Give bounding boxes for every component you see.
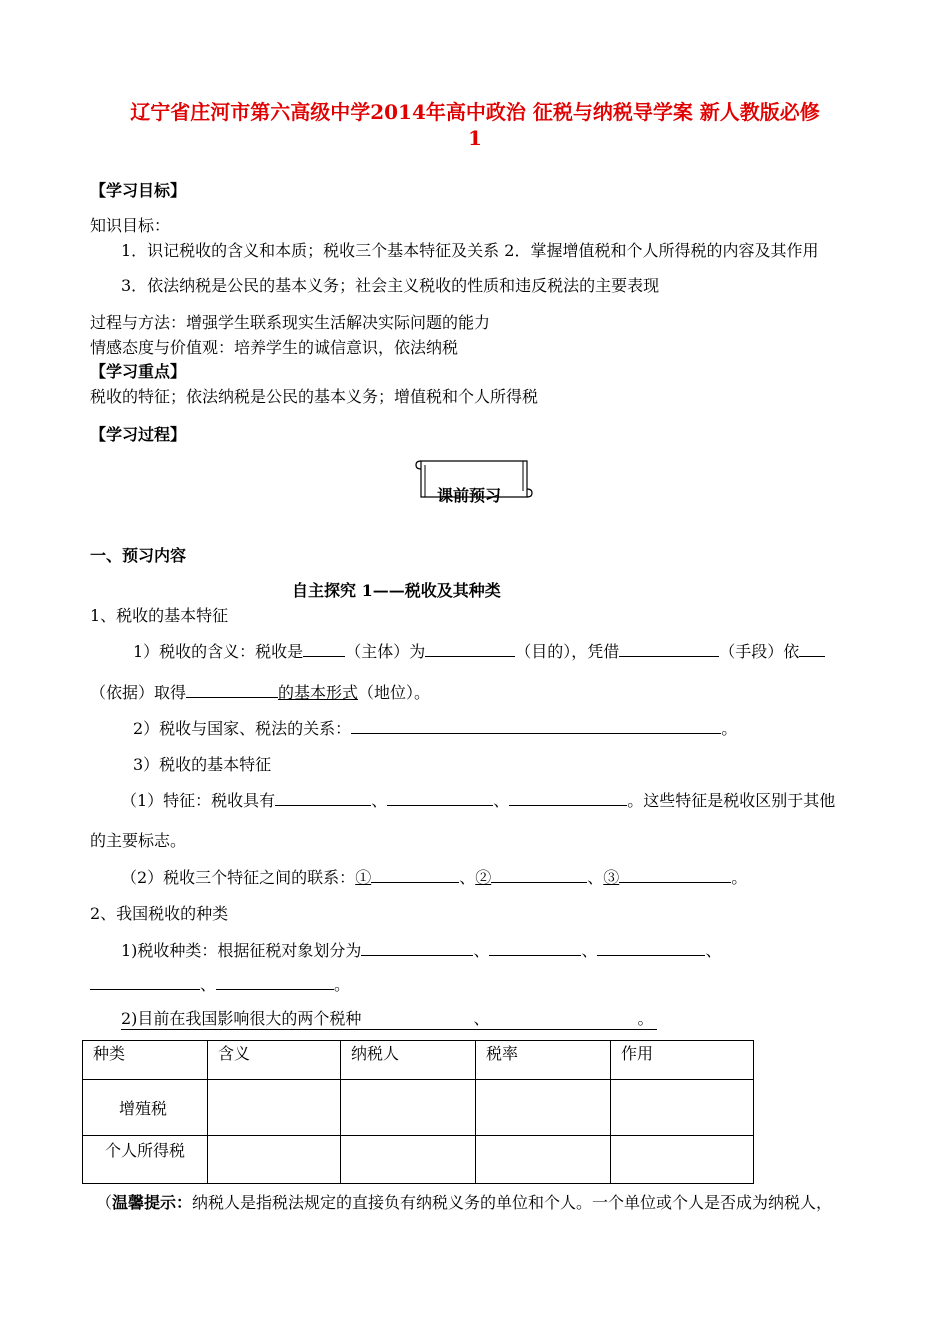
focus-heading: 【学习重点】	[90, 362, 187, 381]
page-title: 辽宁省庄河市第六高级中学2014年高中政治 征税与纳税导学案 新人教版必修	[130, 100, 820, 124]
t1-end: 。	[334, 975, 351, 994]
t1-sep-4: 、	[200, 975, 217, 994]
table-cell[interactable]	[208, 1080, 341, 1136]
blank-feature-3[interactable]	[509, 788, 627, 806]
t2-sep: 、	[473, 1009, 490, 1028]
tip-text: 纳税人是指税法规定的直接负有纳税义务的单位和个人。一个单位或个人是否成为纳税人，	[192, 1193, 833, 1212]
table-row-label: 个人所得税	[83, 1136, 208, 1184]
q3-2-text: （2）税收三个特征之间的联系：	[121, 868, 356, 887]
circle-2: ②	[475, 868, 492, 887]
tax-type-line	[121, 938, 721, 961]
q1-text-b: （主体）为	[345, 642, 426, 661]
question-3-1-line	[121, 788, 835, 811]
blank-relation[interactable]	[351, 716, 721, 734]
knowledge-goal-3: 3．依法纳税是公民的基本义务；社会主义税收的性质和违反税法的主要表现	[121, 276, 660, 295]
q2-end: 。	[721, 719, 738, 738]
q1-text-f: 的基本形式	[278, 683, 359, 702]
blank-link-3[interactable]	[619, 865, 731, 883]
blank-type-2[interactable]	[489, 938, 581, 956]
t1-sep-2: 、	[581, 941, 598, 960]
blank-feature-1[interactable]	[275, 788, 371, 806]
table-header-cell: 种类	[83, 1041, 208, 1080]
question-3-heading: 3）税收的基本特征	[133, 755, 272, 774]
knowledge-goal-1: 1．识记税收的含义和本质；税收三个基本特征及关系 2．掌握增值税和个人所得税的内容及其作用	[121, 241, 819, 260]
circle-3: ③	[603, 868, 620, 887]
item-2-heading: 2、我国税收的种类	[90, 904, 229, 923]
t2-end: 。	[637, 1009, 654, 1028]
knowledge-label: 知识目标：	[90, 216, 171, 235]
blank-link-1[interactable]	[371, 865, 459, 883]
q1-text-d: （手段）依	[719, 642, 800, 661]
q1-text-a: 1）税收的含义：税收是	[133, 642, 304, 661]
blank-feature-2[interactable]	[387, 788, 493, 806]
q1-text-e: （依据）取得	[90, 683, 187, 702]
blank-means[interactable]	[619, 639, 719, 657]
q3-2-sep-2: 、	[587, 868, 604, 887]
goals-heading: 【学习目标】	[90, 181, 187, 200]
q2-text: 2）税收与国家、税法的关系：	[133, 719, 352, 738]
question-2-line	[133, 716, 737, 739]
table-row	[83, 1136, 754, 1184]
blank-type-3[interactable]	[597, 938, 705, 956]
process-method-goal: 过程与方法：增强学生联系现实生活解决实际问题的能力	[90, 313, 491, 332]
banner-label: 课前预习	[437, 486, 502, 505]
table-header-cell: 税率	[476, 1041, 611, 1080]
blank-purpose[interactable]	[425, 639, 515, 657]
tip-label: 温馨提示：	[112, 1193, 193, 1212]
table-header-cell: 含义	[208, 1041, 341, 1080]
q3-1-text-b: 。这些特征是税收区别于其他	[627, 791, 836, 810]
table-cell[interactable]	[341, 1080, 476, 1136]
table-header-cell: 作用	[611, 1041, 754, 1080]
t1-sep-1: 、	[473, 941, 490, 960]
emotion-goal: 情感态度与价值观：培养学生的诚信意识，依法纳税	[90, 338, 459, 357]
tip-open: （	[96, 1193, 113, 1212]
question-3-2-line	[121, 865, 747, 888]
blank-basis[interactable]	[799, 639, 825, 657]
blank-subject[interactable]	[303, 639, 345, 657]
table-cell[interactable]	[476, 1136, 611, 1184]
table-row-label: 增殖税	[83, 1080, 208, 1136]
q1-text-g: （地位）。	[358, 683, 431, 702]
q1-text-c: （目的），凭借	[515, 642, 620, 661]
page-title-continued: 1	[468, 126, 482, 150]
process-heading: 【学习过程】	[90, 425, 187, 444]
q3-1-sep-2: 、	[493, 791, 510, 810]
table-cell[interactable]	[476, 1080, 611, 1136]
q3-1-sep-1: 、	[371, 791, 388, 810]
q3-2-end: 。	[731, 868, 748, 887]
tip-line	[96, 1190, 832, 1213]
t2-text: 2)目前在我国影响很大的两个税种	[121, 1009, 362, 1028]
table-cell[interactable]	[611, 1136, 754, 1184]
question-1-line-2	[90, 680, 430, 703]
tax-table	[82, 1040, 754, 1184]
blank-revenue[interactable]	[186, 680, 278, 698]
explore-heading: 自主探究 1——税收及其种类	[292, 581, 501, 600]
section-heading: 一、预习内容	[90, 546, 187, 565]
blank-type-5[interactable]	[216, 972, 334, 990]
q3-1-text-a: （1）特征：税收具有	[121, 791, 276, 810]
table-cell[interactable]	[611, 1080, 754, 1136]
circle-1: ①	[355, 868, 372, 887]
t1-sep-3: 、	[705, 941, 722, 960]
major-taxes-line	[121, 1006, 657, 1030]
t1-text: 1)税收种类：根据征税对象划分为	[121, 941, 362, 960]
q3-2-sep-1: 、	[459, 868, 476, 887]
blank-type-1[interactable]	[361, 938, 473, 956]
tax-type-line-2	[90, 972, 350, 995]
focus-text: 税收的特征；依法纳税是公民的基本义务；增值税和个人所得税	[90, 387, 539, 406]
table-cell[interactable]	[208, 1136, 341, 1184]
table-header-row	[83, 1041, 754, 1080]
table-cell[interactable]	[341, 1136, 476, 1184]
item-1-heading: 1、税收的基本特征	[90, 606, 229, 625]
question-1-line	[133, 639, 825, 662]
question-3-1-line-2: 的主要标志。	[90, 831, 187, 850]
table-row	[83, 1080, 754, 1136]
blank-link-2[interactable]	[491, 865, 587, 883]
blank-type-4[interactable]	[90, 972, 200, 990]
table-header-cell: 纳税人	[341, 1041, 476, 1080]
